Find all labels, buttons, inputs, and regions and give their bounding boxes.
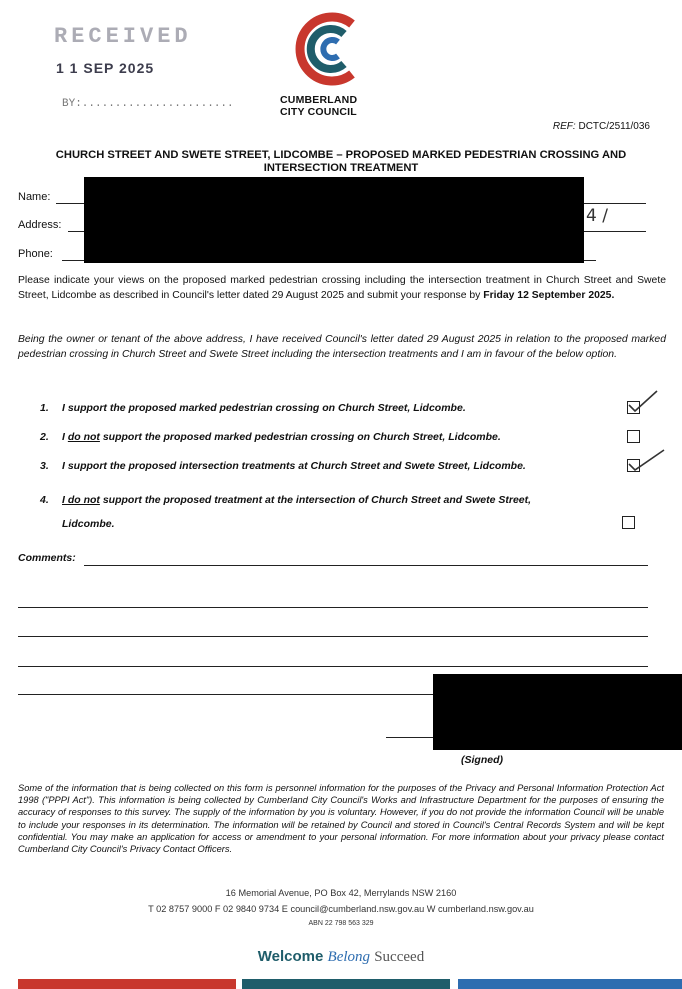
redaction-block xyxy=(84,177,584,263)
option-4-checkbox[interactable] xyxy=(622,516,635,529)
comments-line-5[interactable] xyxy=(18,694,434,695)
option-4-number: 4. xyxy=(40,494,49,506)
deadline: Friday 12 September 2025. xyxy=(483,289,615,301)
signature-redaction xyxy=(433,674,682,750)
option-1 xyxy=(40,402,466,414)
option-4 xyxy=(40,494,531,506)
option-2-number: 2. xyxy=(40,431,49,443)
option-3-text: I support the proposed intersection treatments at Church Street and Swete Street, Lidcombe. xyxy=(62,460,526,472)
comments-label: Comments: xyxy=(18,552,76,564)
option-4-text: support the proposed treatment at the intersection of Church Street and Swete Street, xyxy=(99,494,532,506)
option-3 xyxy=(40,460,526,472)
instructions xyxy=(18,274,666,303)
council-name-line1: CUMBERLAND xyxy=(280,94,358,106)
footer-contacts: T 02 8757 9000 F 02 9840 9734 E council@cumberland.nsw.gov.au W cumberland.nsw.gov.au xyxy=(148,904,534,914)
received-stamp xyxy=(48,18,234,110)
privacy-notice: Some of the information that is being collected on this form is personnel information for the purposes of the Privacy and Personal Information Protection Act 1998 ("PPPI Act"). This information is being collected by Cumberland City Council's Works and Infrastructure Department for the purposes of ensuring the accuracy of responses to this survey. The supply of the information by you is voluntary. However, if you do not provide the information Council will be unable to include your responses in its determination. The information will be retained by Council and stored in Council's Central Records System and will be kept confidential. You may make an application for access or amendment to your personal information. For more information about your privacy please contact Cumberland City Council's Privacy Contact Officers. xyxy=(18,783,664,855)
phone-label: Phone: xyxy=(18,248,53,260)
option-1-number: 1. xyxy=(40,402,49,414)
stamp-word: RECEIVED xyxy=(54,24,192,49)
option-2-pre: I xyxy=(62,431,68,443)
option-2-checkbox[interactable] xyxy=(627,430,640,443)
ref-value: DCTC/2511/036 xyxy=(578,121,650,132)
comments-line-1[interactable] xyxy=(84,565,648,566)
address-label: Address: xyxy=(18,219,62,231)
footer-bar-red xyxy=(18,979,236,989)
footer-bar-blue xyxy=(458,979,682,989)
reference xyxy=(553,121,650,132)
stamp-date: 1 1 SEP 2025 xyxy=(56,60,155,76)
tagline-belong: Belong xyxy=(327,949,371,965)
council-name xyxy=(280,94,380,118)
tagline xyxy=(0,948,682,966)
instructions-text: Please indicate your views on the proposed marked pedestrian crossing including the intersection treatment in Church Street and Swete Street, Lidcombe as described in Council's letter dated 29 August 2025 and submit your response by xyxy=(18,275,666,301)
option-2-negation: do not xyxy=(67,431,100,443)
comments-line-2[interactable] xyxy=(18,607,648,608)
footer-address: 16 Memorial Avenue, PO Box 42, Merrylands NSW 2160 xyxy=(225,888,457,898)
footer-bar-teal xyxy=(242,979,450,989)
option-4-negation: I do not xyxy=(62,494,100,506)
council-name-line2: CITY COUNCIL xyxy=(280,106,357,118)
option-2 xyxy=(40,431,501,443)
tagline-succeed: Succeed xyxy=(374,949,425,965)
council-logo-mark xyxy=(286,6,374,92)
owner-statement: Being the owner or tenant of the above address, I have received Council's letter dated 29 August 2025 in relation to the proposed marked pedestrian crossing in Church Street and Swete Street including the intersection treatments and I am in favour of the below option. xyxy=(18,334,666,360)
stamp-by: BY:....................... xyxy=(62,98,234,110)
comments-line-4[interactable] xyxy=(18,666,648,667)
option-1-text: I support the proposed marked pedestrian crossing on Church Street, Lidcombe. xyxy=(62,402,466,414)
name-label: Name: xyxy=(18,191,51,203)
option-2-post: support the proposed marked pedestrian crossing on Church Street, Lidcombe. xyxy=(99,431,501,443)
comments-line-3[interactable] xyxy=(18,636,648,637)
option-4-line2: Lidcombe. xyxy=(62,518,115,530)
ref-label: REF: xyxy=(552,121,576,132)
council-logo xyxy=(286,6,376,97)
address-handwriting: 4 / xyxy=(586,206,608,226)
signed-label: (Signed) xyxy=(461,754,503,766)
form-title: CHURCH STREET AND SWETE STREET, LIDCOMBE – PROPOSED MARKED PEDESTRIAN CROSSING AND INTERSECTION TREATMENT xyxy=(55,149,627,174)
footer-abn: ABN 22 798 563 329 xyxy=(308,920,374,927)
option-1-tick xyxy=(626,388,660,416)
option-3-tick xyxy=(626,446,666,474)
option-3-number: 3. xyxy=(40,460,49,472)
tagline-welcome: Welcome xyxy=(257,948,324,965)
